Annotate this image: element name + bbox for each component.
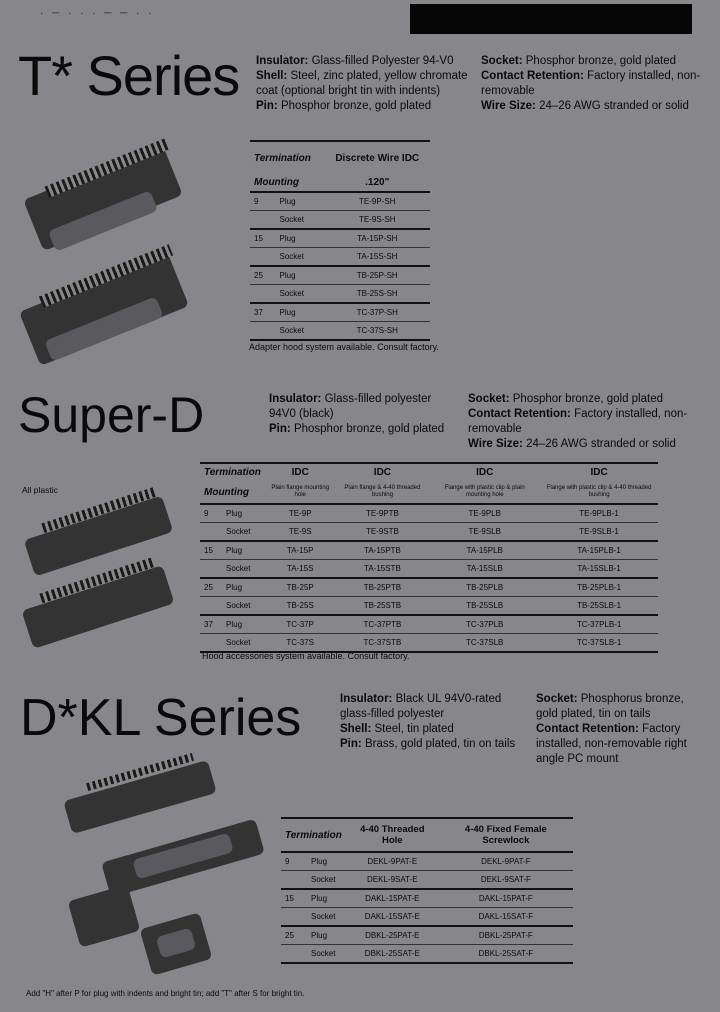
spec-contact-retention: Contact Retention: Factory installed, non-removable	[468, 408, 688, 435]
dkl-connector-image	[55, 762, 270, 987]
t-series-connector-image	[18, 140, 188, 355]
t-series-note: Adapter hood system available. Consult factory.	[249, 342, 439, 352]
mounting-header: Mounting	[254, 177, 299, 188]
super-d-table: Termination IDC IDC IDC IDC Mounting Plain flange mounting hole Plain flange & 4-40 threaded bushing Flange with plastic clip & plain mounting hole Flange with plastic clip & 4-40 threaded bushing 9 Plug TE-9P TE-9PTB TE-9PLB TE-9PLB-1 Socket TE-9S TE-9STB TE-9SLB TE-9SLB-1 15 Plug TA-15P TA-15PTB TA-15PLB TA-15PLB-1 Socket TA-15S TA-15STB TA-15SLB TA-15SLB-1 25 Plug TB-25P TB-25PTB TB-25PLB TB-25PLB-1 Socket TB-25S TB-25STB TB-25SLB TB-25SLB-1 37 Plug TC-37P TC-37PTB TC-37PLB TC-37PLB-1 Socket TC-37S TC-37STB TC-37SLB TC-37SLB-1	[200, 462, 658, 653]
spec-pin: Pin: Phosphor bronze, gold plated	[256, 100, 432, 112]
table-row: Socket TB-25S TB-25STB TB-25SLB TB-25SLB-1	[200, 597, 658, 616]
super-d-title: Super-D	[18, 387, 205, 443]
table-row: 15 Plug TA-15P-SH	[250, 229, 430, 248]
dkl-specs-right	[536, 692, 696, 767]
table-row: Socket TE-9S TE-9STB TE-9SLB TE-9SLB-1	[200, 523, 658, 542]
table-row: Socket TE-9S-SH	[250, 211, 430, 230]
super-d-specs-left	[269, 392, 459, 437]
super-d-connector-image	[18, 495, 183, 640]
table-row: 9 Plug TE-9P TE-9PTB TE-9PLB TE-9PLB-1	[200, 504, 658, 523]
table-row: 15 Plug DAKL-15PAT-E DAKL-15PAT-F	[281, 889, 573, 908]
table-row: Socket TC-37S-SH	[250, 322, 430, 340]
spec-shell: Shell: Steel, zinc plated, yellow chromate coat (optional bright tin with indents)	[256, 70, 468, 97]
super-d-side-label: All plastic	[22, 485, 58, 495]
table-row: 9 Plug DEKL-9PAT-E DEKL-9PAT-F	[281, 852, 573, 871]
super-d-note: Hood accessories system available. Consult factory.	[202, 651, 410, 661]
spec-socket: Socket: Phosphorus bronze, gold plated, tin on tails	[536, 693, 684, 720]
termination-header: Termination	[254, 152, 311, 164]
dkl-table: Termination 4-40 Threaded Hole 4-40 Fixed Female Screwlock 9 Plug DEKL-9PAT-E DEKL-9PAT-F Socket DEKL-9SAT-E DEKL-9SAT-F 15 Plug DAKL-15PAT-E DAKL-15PAT-F Socket DAKL-15SAT-E DAKL-15SAT-F 25 Plug DBKL-25PAT-E DBKL-25PAT-F Socket DBKL-25SAT-E DBKL-25SAT-F	[281, 817, 573, 964]
spec-pin: Pin: Phosphor bronze, gold plated	[269, 423, 445, 435]
t-series-title: T* Series	[18, 44, 240, 107]
spec-insulator: Insulator: Glass-filled Polyester 94-V0	[256, 55, 454, 67]
spec-wire-size: Wire Size: 24–26 AWG stranded or solid	[468, 438, 676, 450]
t-series-specs-left	[256, 54, 468, 114]
t-series-table	[250, 140, 430, 341]
dkl-specs-left	[340, 692, 518, 752]
termination-value: Discrete Wire IDC	[335, 152, 420, 164]
header-black-bar	[410, 4, 692, 34]
table-row: Socket TB-25S-SH	[250, 285, 430, 304]
dkl-note: Add "H" after P for plug with indents and bright tin; add "T" after S for bright tin.	[26, 989, 305, 998]
spec-contact-retention: Contact Retention: Factory installed, non-removable	[481, 70, 701, 97]
spec-socket: Socket: Phosphor bronze, gold plated	[481, 55, 676, 67]
table-row: 25 Plug DBKL-25PAT-E DBKL-25PAT-F	[281, 926, 573, 945]
table-row: Socket DBKL-25SAT-E DBKL-25SAT-F	[281, 945, 573, 963]
dkl-series-title: D*KL Series	[20, 689, 302, 747]
spec-shell: Shell: Steel, tin plated	[340, 723, 454, 735]
table-row: Socket TA-15S TA-15STB TA-15SLB TA-15SLB-1	[200, 560, 658, 579]
header-text: · ─ · · · ─ ─ · ·	[40, 8, 155, 19]
table-row: 37 Plug TC-37P-SH	[250, 303, 430, 322]
table-row: Socket TA-15S-SH	[250, 248, 430, 267]
spec-contact-retention: Contact Retention: Factory installed, non-removable right angle PC mount	[536, 723, 687, 765]
spec-socket: Socket: Phosphor bronze, gold plated	[468, 393, 663, 405]
table-row: Socket TC-37S TC-37STB TC-37SLB TC-37SLB-1	[200, 634, 658, 652]
spec-insulator: Insulator: Black UL 94V0-rated glass-filled polyester	[340, 693, 502, 720]
table-row: 25 Plug TB-25P-SH	[250, 266, 430, 285]
termination-header: Termination	[204, 467, 261, 478]
mounting-value: .120"	[365, 177, 390, 188]
table-row: 37 Plug TC-37P TC-37PTB TC-37PLB TC-37PLB-1	[200, 615, 658, 634]
termination-header: Termination	[285, 829, 342, 841]
mounting-header: Mounting	[204, 486, 249, 498]
super-d-specs-right	[468, 392, 708, 452]
table-row: 9 Plug TE-9P-SH	[250, 192, 430, 211]
spec-wire-size: Wire Size: 24–26 AWG stranded or solid	[481, 100, 689, 112]
table-row: Socket DEKL-9SAT-E DEKL-9SAT-F	[281, 871, 573, 890]
spec-pin: Pin: Brass, gold plated, tin on tails	[340, 738, 516, 750]
spec-insulator: Insulator: Glass-filled polyester 94V0 (black)	[269, 393, 432, 420]
table-row: 25 Plug TB-25P TB-25PTB TB-25PLB TB-25PLB-1	[200, 578, 658, 597]
table-row: Socket DAKL-15SAT-E DAKL-15SAT-F	[281, 908, 573, 927]
table-row: 15 Plug TA-15P TA-15PTB TA-15PLB TA-15PLB-1	[200, 541, 658, 560]
t-series-specs-right	[481, 54, 705, 114]
